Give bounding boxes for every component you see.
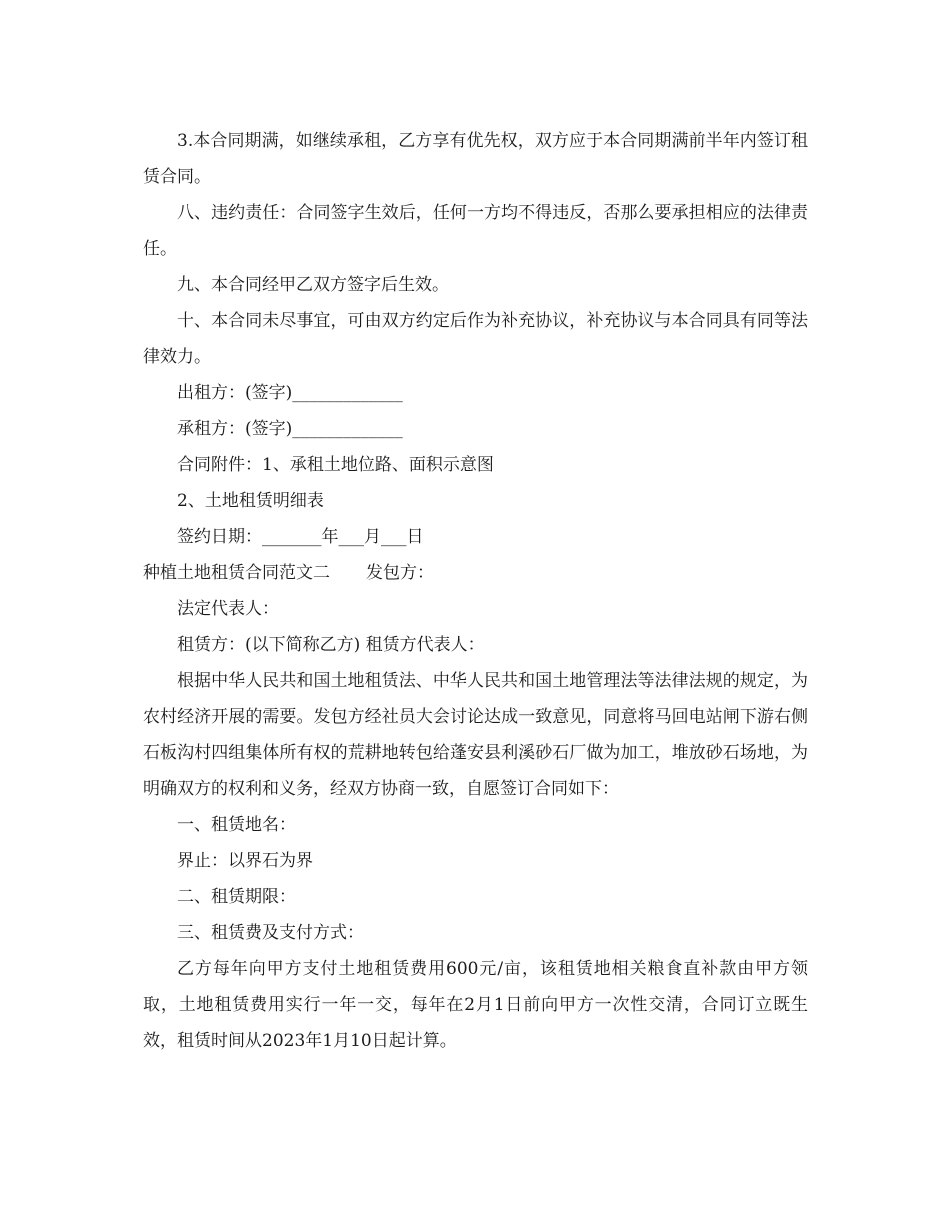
document-body bbox=[143, 123, 808, 1059]
attachment-2: 2、土地租赁明细表 bbox=[177, 491, 324, 511]
clause-1-location: 一、租赁地名： bbox=[177, 815, 296, 835]
paragraph-renewal-priority: 3.本合同期满，如继续承租，乙方享有优先权，双方应于本合同期满前半年内签订租赁合同。 bbox=[143, 131, 808, 187]
lessor-signature-line: 出租方：(签字)_____________ bbox=[177, 383, 403, 403]
section-heading-line bbox=[143, 555, 808, 591]
attachment-1: 合同附件：1、承租土地位路、面积示意图 bbox=[177, 455, 494, 475]
paragraph-effective: 九、本合同经甲乙双方签字后生效。 bbox=[177, 275, 449, 295]
lessee-line: 租赁方：(以下简称乙方) 租赁方代表人： bbox=[177, 635, 485, 655]
signing-date-line: 签约日期：_______年___月___日 bbox=[177, 527, 424, 547]
lessee-signature-line: 承租方：(签字)_____________ bbox=[177, 419, 403, 439]
section-party: 发包方： bbox=[366, 563, 434, 583]
legal-representative: 法定代表人： bbox=[177, 599, 279, 619]
paragraph-breach-liability: 八、违约责任：合同签字生效后，任何一方均不得违反，否那么要承担相应的法律责任。 bbox=[143, 203, 808, 259]
clause-2-term: 二、租赁期限： bbox=[177, 887, 296, 907]
paragraph-basis: 根据中华人民共和国土地租赁法、中华人民共和国土地管理法等法律法规的规定，为农村经济开展的需要。发包方经社员大会讨论达成一致意见，同意将马回电站闸下游右侧石板沟村四组集体所有权的荒耕地转包给蓬安县利溪砂石厂做为加工，堆放砂石场地，为明确双方的权利和义务，经双方协商一致，自愿签订合同如下： bbox=[143, 671, 808, 799]
paragraph-fee-details: 乙方每年向甲方支付土地租赁费用600元/亩，该租赁地相关粮食直补款由甲方领取，土地租赁费用实行一年一交，每年在2月1日前向甲方一次性交清，合同订立既生效，租赁时间从2023年1月10日起计算。 bbox=[143, 959, 808, 1051]
clause-3-fee: 三、租赁费及支付方式： bbox=[177, 923, 364, 943]
paragraph-supplement: 十、本合同未尽事宜，可由双方约定后作为补充协议，补充协议与本合同具有同等法律效力。 bbox=[143, 311, 808, 367]
boundary-line: 界止：以界石为界 bbox=[177, 851, 313, 871]
section-title: 种植土地租赁合同范文二 bbox=[143, 563, 330, 583]
